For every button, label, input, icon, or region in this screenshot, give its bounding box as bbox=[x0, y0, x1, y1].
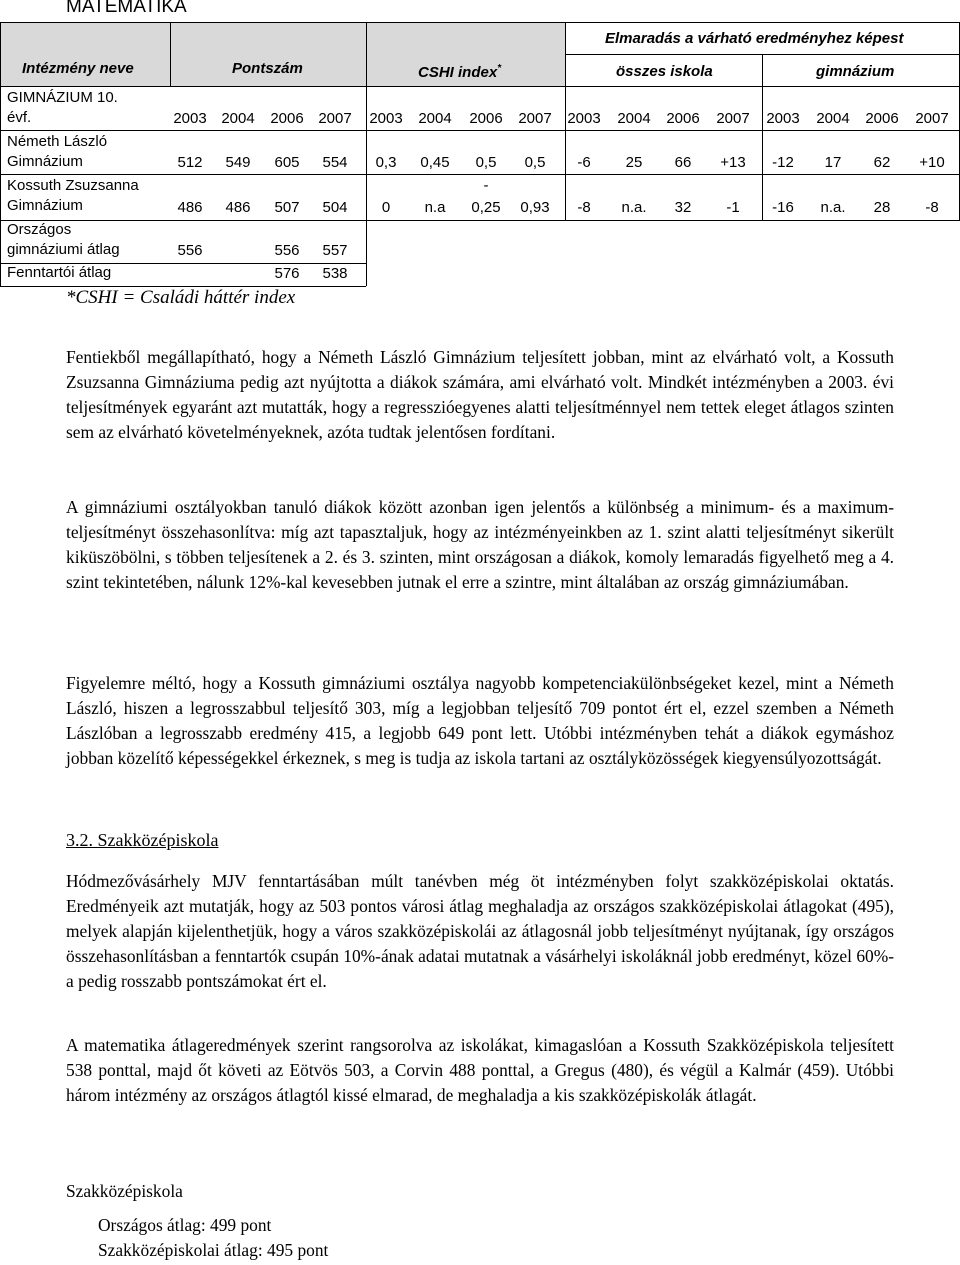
table-cell: 32 bbox=[674, 199, 692, 216]
table-cell: 0,5 bbox=[524, 154, 546, 171]
header-cshi: CSHI index* bbox=[418, 63, 502, 81]
table-cell: 2004 bbox=[221, 110, 255, 127]
table-cell: 0,93 bbox=[520, 199, 550, 216]
table-cell: 17 bbox=[824, 154, 842, 171]
table-cell: 2006 bbox=[666, 110, 700, 127]
table-cell: 554 bbox=[322, 154, 348, 171]
table-cell: 0 bbox=[381, 199, 391, 216]
table-cell: n.a bbox=[424, 199, 446, 216]
table-cell: n.a. bbox=[621, 199, 647, 216]
table-cell: - 0,25 bbox=[471, 177, 501, 216]
results-table bbox=[0, 22, 960, 287]
table-cell: 0,45 bbox=[420, 154, 450, 171]
table-cell: 28 bbox=[873, 199, 891, 216]
table-cell: 504 bbox=[322, 199, 348, 216]
table-cell: -12 bbox=[772, 154, 794, 171]
paragraph-3: Figyelemre méltó, hogy a Kossuth gimnáziumi osztálya nagyobb kompetenciakülönbségeket kezel, mint a Németh László, hiszen a legrosszabbul teljesítő 303, míg a legjobban teljesítő 709 pontot ért el, ezzel szemben a Németh Lászlóban a legrosszabb eredmény 415, a legjobb 649 pont lett. Utóbbi intézményben tehát a diákok egymáshoz jobban közelítő képességekkel érkeznek, s meg is tudja az iskola tartani az osztályközösségek kiegyensúlyozottságát. bbox=[66, 673, 894, 768]
table-cell: 605 bbox=[274, 154, 300, 171]
year-row-label-2: évf. bbox=[7, 109, 32, 126]
row-name-3b: gimnáziumi átlag bbox=[7, 241, 120, 258]
table-cell: 2006 bbox=[270, 110, 304, 127]
table-cell: 25 bbox=[625, 154, 643, 171]
table-cell: 2004 bbox=[418, 110, 452, 127]
section-paragraph-2: A matematika átlageredmények szerint rangsorolva az iskolákat, kimagaslóan a Kossuth Szakközépiskola teljesített 538 ponttal, majd őt követi az Eötvös 503, a Corvin 488 ponttal, a Gregus (480), és végül a Kalmár (459). Utóbbi három intézmény az országos átlagtól kissé elmarad, de meghaladja a kis szakközépiskolák átlagát. bbox=[66, 1035, 894, 1105]
table-cell: 66 bbox=[674, 154, 692, 171]
table-cell: 512 bbox=[177, 154, 203, 171]
table-cell: 2007 bbox=[318, 110, 352, 127]
row-name-1b: Gimnázium bbox=[7, 153, 83, 170]
table-cell: 2004 bbox=[617, 110, 651, 127]
table-cell: 62 bbox=[873, 154, 891, 171]
row-name-4a: Fenntartói átlag bbox=[7, 264, 112, 281]
table-cell: 549 bbox=[225, 154, 251, 171]
table-cell: 2007 bbox=[915, 110, 949, 127]
row-name-1a: Németh László bbox=[7, 133, 108, 150]
table-cell: 486 bbox=[225, 199, 251, 216]
paragraph-2: A gimnáziumi osztályokban tanuló diákok között azonban igen jelentős a különbség a minimum- és a maximum-teljesítményt összehasonlítva: míg azt tapasztaljuk, hogy az intézményeinkben az 1. szint alatti teljesítményt sikerült kiküszöbölni, s többen teljesítenek a 2. és 3. szinten, mint országosan a diákok, komoly lemaradás figyelhető meg a 4. szint tekintetében, nálunk 12%-kal kevesebben jutnak el erre a szintre, mint általában az ország gimnáziumában. bbox=[66, 497, 894, 592]
table-cell: +10 bbox=[919, 154, 945, 171]
table-cell: n.a. bbox=[820, 199, 846, 216]
header-all-schools: összes iskola bbox=[616, 63, 713, 80]
summary-line-2: Szakközépiskolai átlag: 495 pont bbox=[98, 1240, 329, 1260]
table-cell: 507 bbox=[274, 199, 300, 216]
table-cell: 486 bbox=[177, 199, 203, 216]
table-cell: -1 bbox=[726, 199, 740, 216]
table-cell: 2006 bbox=[469, 110, 503, 127]
table-cell: -8 bbox=[577, 199, 591, 216]
table-cell: 2006 bbox=[865, 110, 899, 127]
section-title: 3.2. Szakközépiskola bbox=[66, 830, 219, 850]
table-cell: 556 bbox=[274, 242, 300, 259]
table-cell: 2004 bbox=[816, 110, 850, 127]
table-cell: 0,5 bbox=[475, 154, 497, 171]
paragraph-1: Fentiekből megállapítható, hogy a Németh László Gimnázium teljesített jobban, mint az elvárható volt, a Kossuth Zsuzsanna Gimnáziuma pedig azt nyújtotta a diákok számára, ami elvárható volt. Mindkét intézményben a 2003. évi teljesítmények egyaránt azt mutatták, hogy a regresszióegyenes alatti teljesítménnyel nem tettek eleget átlagos szinten sem az elvárható követelményeknek, azóta tudtak jelentősen fordítani. bbox=[66, 347, 894, 442]
table-cell: 0,3 bbox=[375, 154, 397, 171]
table-cell: 2003 bbox=[369, 110, 403, 127]
row-name-2b: Gimnázium bbox=[7, 197, 83, 214]
header-score: Pontszám bbox=[232, 60, 303, 77]
section-paragraph-1: Hódmezővásárhely MJV fenntartásában múlt tanévben még öt intézményben folyt szakközépiskolai oktatás. Eredményeik azt mutatják, hogy az 503 pontos városi átlag meghaladja az országos szakközépiskolai átlagokat (495), melyek alapján kijelenthetjük, hogy a város szakközépiskolái az átlagosnál jobb teljesítményt nyújtanak, így országos összehasonlításban a fenntartók csupán 10%-ának adatai mutatnak a vásárhelyi iskoláknál jobb eredményt, közel 60%-a pedig rosszabb pontszámokat ért el. bbox=[66, 871, 894, 991]
table-cell: -6 bbox=[577, 154, 591, 171]
table-cell: 556 bbox=[177, 242, 203, 259]
summary-title: Szakközépiskola bbox=[66, 1181, 183, 1201]
table-cell: 557 bbox=[322, 242, 348, 259]
header-gymnasium: gimnázium bbox=[816, 63, 895, 80]
table-footnote: *CSHI = Családi háttér index bbox=[66, 287, 296, 308]
table-cell: 2003 bbox=[173, 110, 207, 127]
summary-line-1: Országos átlag: 499 pont bbox=[98, 1215, 272, 1235]
table-cell: 2007 bbox=[518, 110, 552, 127]
table-cell: +13 bbox=[720, 154, 746, 171]
table-cell: 2003 bbox=[567, 110, 601, 127]
page-heading: MATEMATIKA bbox=[66, 0, 187, 17]
header-institution: Intézmény neve bbox=[22, 60, 134, 77]
table-cell: 2007 bbox=[716, 110, 750, 127]
year-row-label-1: GIMNÁZIUM 10. bbox=[7, 89, 118, 106]
table-cell: 576 bbox=[274, 265, 300, 282]
row-name-3a: Országos bbox=[7, 221, 72, 238]
table-cell: 538 bbox=[322, 265, 348, 282]
header-lag-title: Elmaradás a várható eredményhez képest bbox=[605, 30, 904, 47]
row-name-2a: Kossuth Zsuzsanna bbox=[7, 177, 139, 194]
table-cell: 2003 bbox=[766, 110, 800, 127]
table-cell: -16 bbox=[772, 199, 794, 216]
table-cell: -8 bbox=[925, 199, 939, 216]
